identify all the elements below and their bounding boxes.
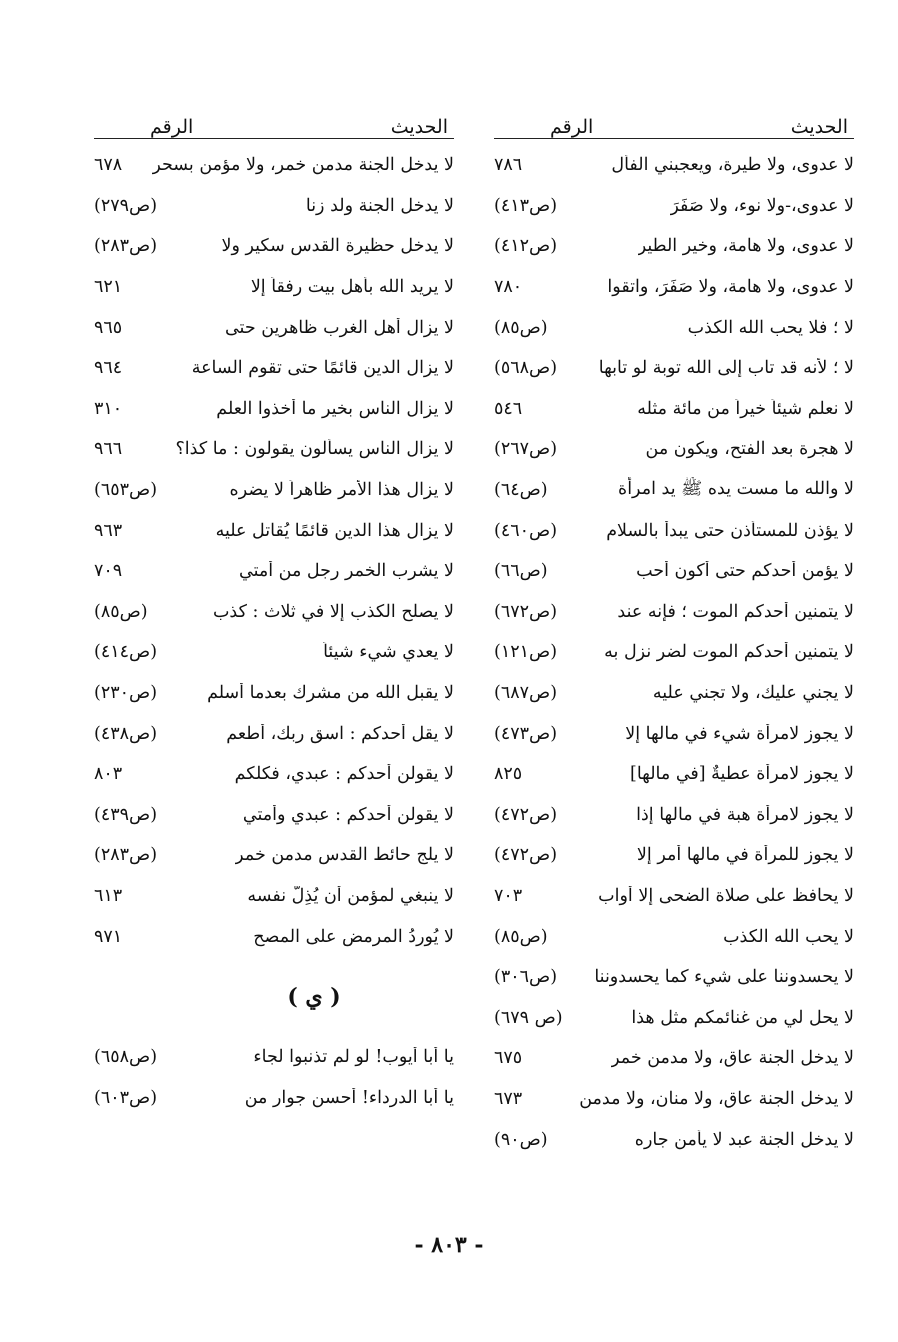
hadith-text: لا يحل لي من غنائمكم مثل هذا xyxy=(631,1007,854,1028)
hadith-number: (ص٦٦) xyxy=(494,561,548,582)
hadith-text: لا يدخل الجنة مدمن خمر، ولا مؤمن بسحر xyxy=(152,155,454,176)
index-entry xyxy=(494,145,854,186)
hadith-number: (ص٨٥) xyxy=(94,601,148,622)
hadith-text: لا يجني عليك، ولا تجني عليه xyxy=(652,683,854,704)
hadith-number: ٦٧٣ xyxy=(494,1088,523,1109)
hadith-number: ٩٦٦ xyxy=(94,439,123,460)
hadith-text: لا يزال الناس بخير ما أخذوا العلم xyxy=(216,398,454,419)
index-entries xyxy=(94,145,454,957)
hadith-text: لا نعلم شيئاً خيراً من مائة مثله xyxy=(637,398,854,419)
hadith-text: لا يشرب الخمر رجل من أمتي xyxy=(239,561,454,582)
hadith-text: لا يجوز لامرأة عطيةٌ [في مالها] xyxy=(630,764,854,785)
hadith-text: لا ؛ لأنه قد تاب إلى الله توبة لو تابها xyxy=(598,358,854,379)
hadith-number: (ص٩٠) xyxy=(494,1129,548,1150)
hadith-text: لا يزال الدين قائمًا حتى تقوم الساعة xyxy=(191,358,454,379)
hadith-number: (ص٢٨٣) xyxy=(94,845,158,866)
hadith-number: (ص٦٥٣) xyxy=(94,480,158,501)
hadith-text: لا يدخل الجنة عبد لا يأمن جاره xyxy=(634,1129,854,1150)
hadith-number: ٥٤٦ xyxy=(494,398,523,419)
index-entry xyxy=(494,713,854,754)
hadith-text: لا يعدي شيء شيئاً xyxy=(323,642,454,663)
index-entry xyxy=(494,957,854,998)
index-entry xyxy=(94,592,454,633)
hadith-number: ٦٧٥ xyxy=(494,1048,523,1069)
hadith-text: لا يجوز لامرأة هبة في مالها إذا xyxy=(636,804,854,825)
page-number: - ٨٠٣ - xyxy=(414,1232,484,1258)
number-header: الرقم xyxy=(150,116,194,138)
index-entry xyxy=(494,916,854,957)
index-column-left xyxy=(94,100,454,1118)
index-entry xyxy=(94,510,454,551)
number-header: الرقم xyxy=(550,116,594,138)
hadith-text: لا يدخل الجنة ولد زنا xyxy=(305,195,454,216)
hadith-number: ٩٦٣ xyxy=(94,520,123,541)
index-entry xyxy=(94,916,454,957)
hadith-number: (ص٤١٣) xyxy=(494,195,558,216)
hadith-number: ٨٢٥ xyxy=(494,764,523,785)
index-entry xyxy=(94,429,454,470)
index-entry xyxy=(494,632,854,673)
hadith-number: (ص٤٧٢) xyxy=(494,804,558,825)
hadith-text: لا يحسدوننا على شيء كما يحسدوننا xyxy=(594,967,854,988)
column-header xyxy=(94,100,454,139)
index-entry xyxy=(494,307,854,348)
hadith-number: ٧٠٩ xyxy=(94,561,123,582)
index-entries xyxy=(94,1037,454,1118)
hadith-text: لا يزال الناس يسألون يقولون : ما كذا؟ xyxy=(175,439,454,460)
hadith-text: لا يقبل الله من مشرك بعدما أسلم xyxy=(207,683,454,704)
hadith-text: لا يؤذن للمستأذن حتى يبدأ بالسلام xyxy=(606,520,854,541)
index-entry xyxy=(94,389,454,430)
index-entry xyxy=(94,673,454,714)
index-entry xyxy=(494,795,854,836)
hadith-number: (ص٤٦٠) xyxy=(494,520,558,541)
hadith-text: لا يلج حائط القدس مدمن خمر xyxy=(235,845,454,866)
hadith-number: (ص١٢١) xyxy=(494,642,558,663)
hadith-number: (ص٤٣٩) xyxy=(94,804,158,825)
index-entry xyxy=(94,267,454,308)
index-entry xyxy=(494,186,854,227)
section-letter-ya: ( ي ) xyxy=(287,983,341,1010)
hadith-number: (ص٢٦٧) xyxy=(494,439,558,460)
hadith-number: (ص٦٨٧) xyxy=(494,683,558,704)
hadith-number: ٦٢١ xyxy=(94,277,123,298)
column-header xyxy=(494,100,854,139)
hadith-text: لا عدوى،-ولا نوء، ولا صَفَرَ xyxy=(670,195,854,216)
index-entry xyxy=(494,592,854,633)
hadith-text: لا ينبغي لمؤمن أن يُذِلَّ نفسه xyxy=(247,885,454,906)
hadith-number: ٧٠٣ xyxy=(494,885,523,906)
hadith-number: (ص٦٠٣) xyxy=(94,1087,158,1108)
hadith-text: لا يجوز لامرأة شيء في مالها إلا xyxy=(625,723,854,744)
index-entry xyxy=(94,470,454,511)
index-entry xyxy=(494,510,854,551)
hadith-number: (ص ٦٧٩) xyxy=(494,1007,563,1028)
hadith-text: لا يقل أحدكم : اسق ربك، أطعم xyxy=(226,723,454,744)
index-entry xyxy=(494,673,854,714)
index-entry xyxy=(494,348,854,389)
hadith-text: لا يدخل الجنة عاق، ولا مدمن خمر xyxy=(611,1048,854,1069)
index-entry xyxy=(494,1119,854,1160)
index-entry xyxy=(494,1038,854,1079)
index-entry xyxy=(494,1079,854,1120)
index-entry xyxy=(494,997,854,1038)
hadith-text: لا ؛ فلا يحب الله الكذب xyxy=(687,317,854,338)
index-entry xyxy=(494,876,854,917)
hadith-number: ٩٦٤ xyxy=(94,358,123,379)
hadith-text: لا عدوى، ولا هامة، وخير الطير xyxy=(637,236,854,257)
index-entry xyxy=(494,470,854,511)
hadith-text: لا يقولن أحدكم : عبدي، فكلكم xyxy=(234,764,454,785)
index-entry xyxy=(494,551,854,592)
hadith-number: ٦٧٨ xyxy=(94,155,123,176)
hadith-number: (ص٥٦٨) xyxy=(494,358,558,379)
hadith-text: لا والله ما مست يده ﷺ يد امرأة xyxy=(618,479,854,500)
index-entry xyxy=(494,429,854,470)
index-column-right xyxy=(494,100,854,1160)
hadith-text: لا يريد الله بأهل بيت رفقاً إلا xyxy=(250,277,454,298)
hadith-text: لا يدخل الجنة عاق، ولا منان، ولا مدمن xyxy=(579,1088,854,1109)
hadith-text: لا يحب الله الكذب xyxy=(723,926,854,947)
hadith-text: لا يجوز للمرأة في مالها أمر إلا xyxy=(636,845,854,866)
index-entry xyxy=(94,754,454,795)
hadith-text: لا يؤمن أحدكم حتى أكون أحب xyxy=(636,561,854,582)
index-entry xyxy=(94,186,454,227)
hadith-text: لا يزال هذا الأمر ظاهراً لا يضره xyxy=(229,480,454,501)
hadith-number: (ص٣٠٦) xyxy=(494,967,558,988)
index-entry xyxy=(94,876,454,917)
hadith-text: لا يُورِدُ المرمض على المصح xyxy=(253,926,454,947)
hadith-number: ٣١٠ xyxy=(94,398,123,419)
hadith-text: لا يزال أهل الغرب ظاهرين حتى xyxy=(224,317,454,338)
hadith-number: (ص٦٥٨) xyxy=(94,1047,158,1068)
hadith-number: ٧٨٠ xyxy=(494,277,523,298)
hadith-number: (ص٤٧٣) xyxy=(494,723,558,744)
hadith-number: ٩٦٥ xyxy=(94,317,123,338)
index-entries xyxy=(494,145,854,1160)
hadith-number: (ص٨٥) xyxy=(494,926,548,947)
index-entry xyxy=(94,1037,454,1078)
index-entry xyxy=(94,1077,454,1118)
index-entry xyxy=(94,145,454,186)
index-entry xyxy=(94,713,454,754)
hadith-text: لا عدوى، ولا طيرة، ويعجبني الفأل xyxy=(611,155,854,176)
hadith-text: لا عدوى، ولا هامة، ولا صَفَرَ، واتقوا xyxy=(607,277,854,298)
hadith-header: الحديث xyxy=(790,116,848,138)
hadith-text: يا أبا الدرداء! أحسن جوار من xyxy=(244,1087,454,1108)
hadith-number: ٩٧١ xyxy=(94,926,123,947)
hadith-number: ٨٠٣ xyxy=(94,764,123,785)
hadith-number: (ص٢٨٣) xyxy=(94,236,158,257)
hadith-text: لا يتمنين أحدكم الموت لضر نزل به xyxy=(604,642,854,663)
hadith-number: (ص٦٤) xyxy=(494,480,548,501)
hadith-number: (ص٢٧٩) xyxy=(94,195,158,216)
index-entry xyxy=(94,348,454,389)
hadith-number: (ص٤٧٢) xyxy=(494,845,558,866)
hadith-number: (ص٦٧٢) xyxy=(494,601,558,622)
hadith-header: الحديث xyxy=(390,116,448,138)
index-entry xyxy=(94,795,454,836)
index-entry xyxy=(94,551,454,592)
hadith-text: لا يتمنين أحدكم الموت ؛ فإنه عند xyxy=(617,601,854,622)
index-entry xyxy=(94,632,454,673)
index-entry xyxy=(94,835,454,876)
hadith-text: لا يقولن أحدكم : عبدي وأمتي xyxy=(242,804,454,825)
index-entry xyxy=(494,835,854,876)
index-entry xyxy=(94,226,454,267)
hadith-number: (ص٤٣٨) xyxy=(94,723,158,744)
hadith-number: ٧٨٦ xyxy=(494,155,523,176)
hadith-number: ٦١٣ xyxy=(94,885,123,906)
hadith-number: (ص٤١٤) xyxy=(94,642,158,663)
hadith-text: لا هجرة بعد الفتح، ويكون من xyxy=(645,439,854,460)
hadith-number: (ص٤١٢) xyxy=(494,236,558,257)
index-entry xyxy=(494,226,854,267)
index-entry xyxy=(494,389,854,430)
hadith-text: لا يدخل حظيرة القدس سكير ولا xyxy=(221,236,454,257)
hadith-text: لا يحافظ على صلاة الضحى إلا أواب xyxy=(598,885,854,906)
hadith-number: (ص٨٥) xyxy=(494,317,548,338)
hadith-text: يا أبا أيوب! لو لم تذنبوا لجاء xyxy=(253,1047,454,1068)
hadith-text: لا يزال هذا الدين قائمًا يُقاتل عليه xyxy=(215,520,454,541)
hadith-text: لا يصلح الكذب إلا في ثلاث : كذب xyxy=(212,601,454,622)
index-entry xyxy=(494,267,854,308)
index-entry xyxy=(494,754,854,795)
index-entry xyxy=(94,307,454,348)
hadith-number: (ص٢٣٠) xyxy=(94,683,158,704)
